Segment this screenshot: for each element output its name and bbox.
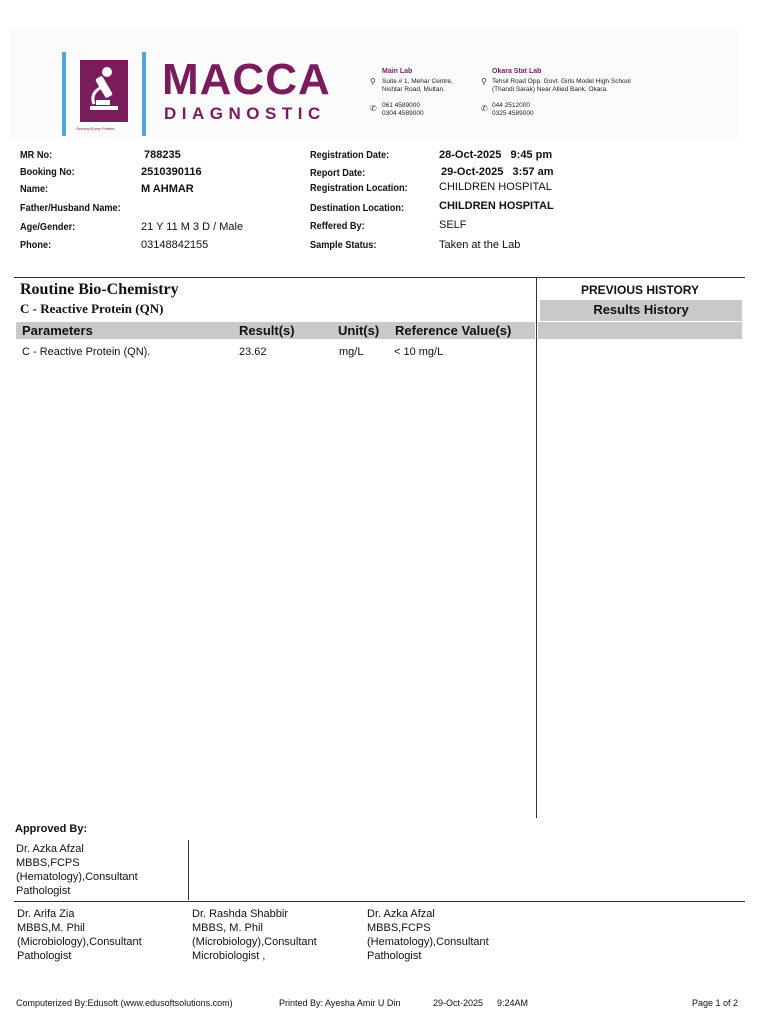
signatory-1	[17, 907, 142, 963]
phone-icon: ✆	[481, 104, 488, 113]
main-lab-title: Main Lab	[382, 68, 413, 75]
footer-printed-date: 29-Oct-2025	[433, 998, 484, 1008]
column-header-parameters: Parameters	[22, 323, 93, 338]
history-divider	[536, 278, 537, 818]
signatory-2	[192, 907, 317, 963]
main-lab-phone1: 061 4589000	[382, 102, 420, 109]
footer-page-number: Page 1 of 2	[692, 998, 739, 1008]
signatory-degree: MBBS, M. Phil	[192, 922, 263, 934]
name-label: Name:	[20, 184, 49, 195]
referred-by-value: SELF	[439, 219, 467, 231]
sample-status-label: Sample Status:	[310, 240, 377, 251]
report-date-label: Report Date:	[310, 168, 366, 179]
main-lab-phone2: 0304 4589000	[382, 110, 424, 117]
footer-printed-by: Printed By: Ayesha Amir U Din	[279, 998, 401, 1008]
signatory-degree: MBBS,FCPS	[367, 922, 431, 934]
footer-computerized-by: Computerized By:Edusoft (www.edusoftsolutions.com)	[16, 998, 233, 1008]
signatory-role: Microbiologist ,	[192, 950, 266, 962]
signatory-specialty: (Microbiology),Consultant	[192, 936, 317, 948]
okara-lab-phone1: 044 2512000	[492, 102, 530, 109]
brand-name: MACCA	[162, 55, 331, 104]
destination-location-value: CHILDREN HOSPITAL	[439, 200, 554, 212]
registration-date-value: 28-Oct-2025 9:45 pm	[439, 149, 553, 161]
history-header-band	[538, 322, 742, 339]
age-gender-value: 21 Y 11 M 3 D / Male	[141, 221, 244, 233]
okara-lab-address2: (Thandi Sarak) Near Allied Bank, Okara.	[492, 86, 608, 93]
phone-label: Phone:	[20, 240, 52, 251]
age-gender-label: Age/Gender:	[20, 222, 76, 233]
approver-block	[16, 842, 138, 898]
mr-no-label: MR No:	[20, 150, 53, 161]
registration-location-label: Registration Location:	[310, 183, 408, 194]
results-history-header: Results History	[540, 300, 742, 321]
approved-by-label: Approved By:	[15, 823, 88, 835]
logo-bar-left	[62, 52, 66, 136]
section-divider	[14, 277, 745, 278]
signatory-degree: MBBS,M. Phil	[17, 922, 85, 934]
row-result: 23.62	[239, 346, 267, 358]
logo-bar-right	[142, 52, 146, 136]
signatory-name: Dr. Arifa Zia	[17, 908, 75, 920]
row-unit: mg/L	[339, 346, 364, 358]
father-name-label: Father/Husband Name:	[20, 203, 121, 214]
signatories-divider	[14, 901, 745, 902]
signatory-name: Dr. Azka Afzal	[367, 908, 435, 920]
okara-lab-address1: Tehsil Road Opp. Govt. Girls Model High School	[492, 78, 631, 85]
signatory-specialty: (Microbiology),Consultant	[17, 936, 142, 948]
report-date-value: 29-Oct-2025 3:57 am	[441, 166, 554, 178]
approver-name: Dr. Azka Afzal	[16, 843, 84, 855]
registration-location-value: CHILDREN HOSPITAL	[439, 181, 552, 193]
column-header-results: Result(s)	[239, 323, 295, 338]
section-title: Routine Bio-Chemistry	[20, 281, 179, 298]
location-pin-icon: ⚲	[370, 77, 376, 86]
registration-date-label: Registration Date:	[310, 150, 390, 161]
okara-lab-title: Okara Stat Lab	[492, 68, 542, 75]
column-header-units: Unit(s)	[338, 323, 380, 338]
approver-role: Pathologist	[16, 885, 71, 897]
signatory-role: Pathologist	[17, 950, 72, 962]
main-lab-address1: Suite # 1, Mehar Centre,	[382, 78, 453, 85]
mr-no-value: 788235	[144, 149, 181, 161]
signatory-3	[367, 907, 489, 963]
previous-history-title: PREVIOUS HISTORY	[580, 283, 700, 297]
destination-location-label: Destination Location:	[310, 203, 405, 214]
okara-lab-phone2: 0325 4589000	[492, 110, 534, 117]
booking-no-value: 2510390116	[141, 166, 202, 178]
approver-specialty: (Hematology),Consultant	[16, 871, 138, 883]
approver-divider	[188, 840, 189, 900]
booking-no-label: Booking No:	[20, 167, 75, 178]
microscope-logo-icon	[80, 60, 128, 122]
phone-value: 03148842155	[141, 239, 209, 251]
name-value: M AHMAR	[141, 183, 194, 195]
main-lab-address2: Nishtar Road, Multan.	[382, 86, 445, 93]
column-header-reference: Reference Value(s)	[395, 323, 512, 338]
approver-degree: MBBS,FCPS	[16, 857, 80, 869]
location-pin-icon: ⚲	[481, 77, 487, 86]
signatory-role: Pathologist	[367, 950, 422, 962]
brand-subtitle: DIAGNOSTIC	[164, 104, 326, 123]
referred-by-label: Reffered By:	[310, 221, 365, 232]
phone-icon: ✆	[370, 104, 377, 113]
signatory-specialty: (Hematology),Consultant	[367, 936, 489, 948]
sample-status-value: Taken at the Lab	[439, 239, 521, 251]
test-title: C - Reactive Protein (QN)	[20, 301, 164, 316]
row-reference: < 10 mg/L	[394, 346, 444, 358]
row-parameter: C - Reactive Protein (QN).	[22, 346, 151, 358]
brand-tagline: Serving Every Patient	[76, 126, 115, 131]
signatory-name: Dr. Rashda Shabbir	[192, 908, 288, 920]
footer-printed-time: 9:24AM	[497, 998, 529, 1008]
